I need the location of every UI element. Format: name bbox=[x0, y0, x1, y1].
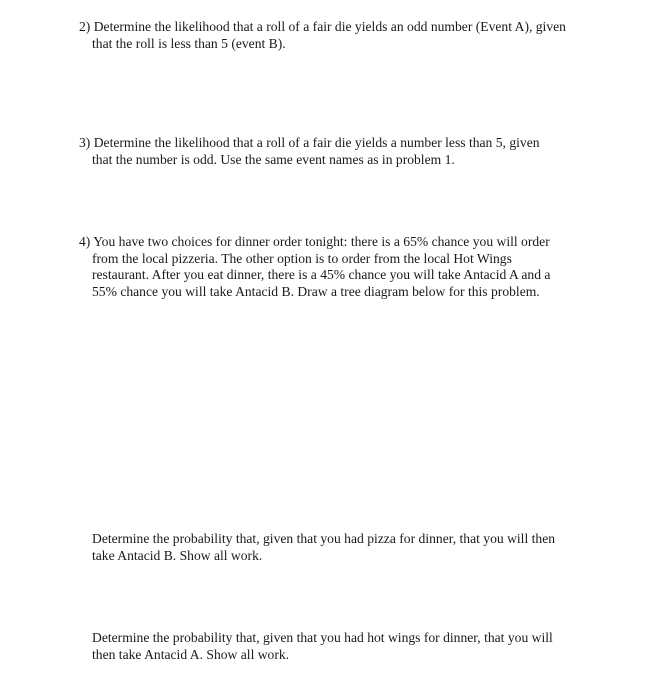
subquestion-2-line-2: then take Antacid A. Show all work. bbox=[92, 646, 290, 662]
problem-4-line-3: restaurant. After you eat dinner, there is a 45% chance you will take Antacid A and a bbox=[92, 267, 551, 282]
problem-2-line-1: 2) Determine the likelihood that a roll of a fair die yields an odd number (Event A), given bbox=[79, 19, 566, 34]
problem-3-line-2: that the number is odd. Use the same event names as in problem 1. bbox=[92, 151, 455, 167]
problem-4-line-1: 4) You have two choices for dinner order tonight: there is a 65% chance you will order bbox=[79, 234, 550, 249]
problem-4-line-2: from the local pizzeria. The other option is to order from the local Hot Wings bbox=[92, 250, 512, 266]
subquestion-pizza-antacid-b bbox=[92, 531, 582, 564]
problem-3 bbox=[79, 135, 579, 168]
subquestion-1-line-1: Determine the probability that, given that you had pizza for dinner, that you will then bbox=[92, 531, 556, 546]
subquestion-1-line-2: take Antacid B. Show all work. bbox=[92, 547, 263, 563]
problem-2 bbox=[79, 19, 579, 52]
problem-3-line-1: 3) Determine the likelihood that a roll of a fair die yields a number less than 5, given bbox=[79, 135, 540, 150]
subquestion-hotwings-antacid-a bbox=[92, 630, 582, 663]
problem-4-line-4: 55% chance you will take Antacid B. Draw a tree diagram below for this problem. bbox=[92, 283, 540, 299]
subquestion-2-line-1: Determine the probability that, given that you had hot wings for dinner, that you will bbox=[92, 630, 553, 645]
problem-2-line-2: that the roll is less than 5 (event B). bbox=[92, 35, 286, 51]
problem-4 bbox=[79, 234, 579, 300]
